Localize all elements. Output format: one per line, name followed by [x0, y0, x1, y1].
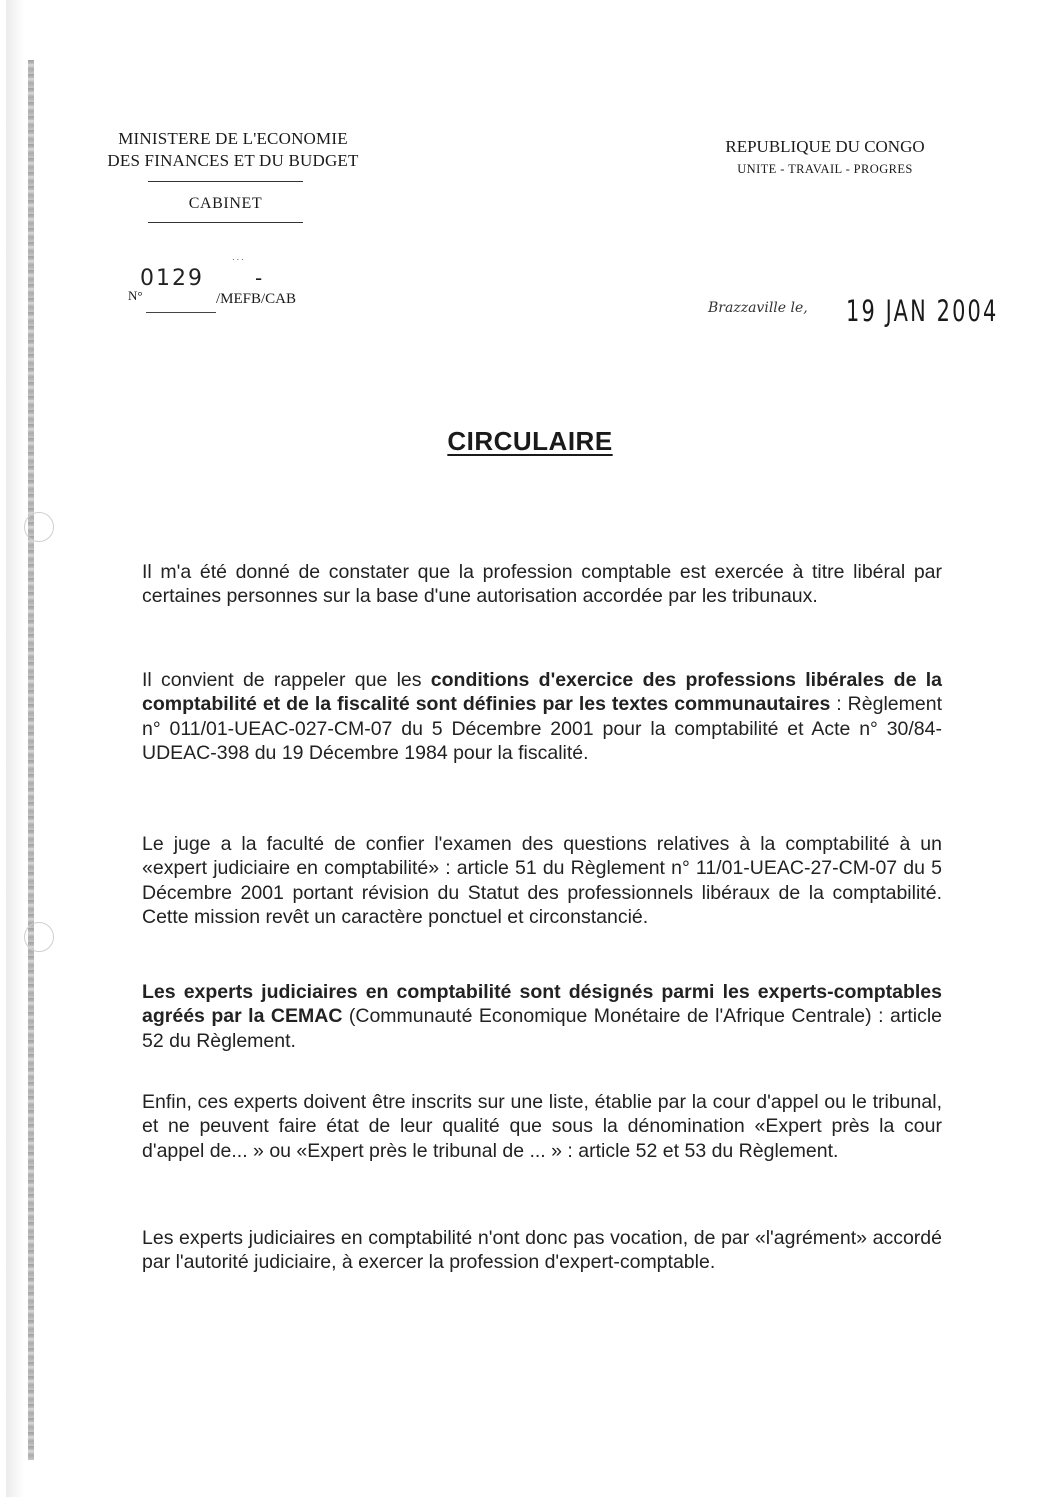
dateline-place: Brazzaville le, [708, 300, 808, 316]
paragraph-2-emphasis: conditions d'exercice des professions libérales de la comptabilité et de la fiscalité sont définies par les textes communautaires [142, 668, 942, 715]
reference-number: 0129 [140, 266, 204, 291]
header-rule-bottom [148, 222, 303, 223]
punch-hole-mark [24, 922, 54, 952]
paragraph-6: Les experts judiciaires en comptabilité n'ont donc pas vocation, de par «l'agrément» accordé par l'autorité judiciaire, à exercer la profession d'expert-comptable. [142, 1226, 942, 1273]
scan-edge-artifact [28, 60, 34, 1460]
header-rule-top [148, 181, 303, 182]
republic-heading [690, 136, 960, 180]
paragraph-2-intro: Il convient de rappeler que les [142, 668, 431, 691]
document-title: CIRCULAIRE [447, 426, 613, 456]
paragraph-5: Enfin, ces experts doivent être inscrits sur une liste, établie par la cour d'appel ou le tribunal, et ne peuvent faire état de leur qualité que sous la dénomination «Expert près la cour d'appel de... » ou «Expert près le tribunal de ... » : article 52 et 53 du Règlement. [142, 1090, 942, 1162]
paragraph-1: Il m'a été donné de constater que la profession comptable est exercée à titre libéral par certaines personnes sur la base d'une autorisation accordée par les tribunaux. [142, 560, 942, 607]
reference-prefix: N° [128, 288, 143, 303]
reference-dash: - [255, 266, 263, 290]
reference-suffix: /MEFB/CAB [216, 291, 297, 307]
ministry-line-1: MINISTERE DE L'ECONOMIE [118, 129, 348, 148]
paragraph-4 [142, 980, 942, 1054]
reference-underline [146, 312, 216, 313]
paragraph-2-rest: : Règlement n° 011/01-UEAC-027-CM-07 du 5 Décembre 2001 pour la comptabilité et Acte n° 30/84-UDEAC-398 du 19 Décembre 1984 pour la fiscalité. [142, 693, 942, 764]
scan-shadow [6, 0, 24, 1497]
dateline-date-stamp: 19 JAN 2004 [846, 294, 999, 328]
ministry-line-2: DES FINANCES ET DU BUDGET [107, 151, 359, 170]
ministry-heading [78, 128, 388, 172]
cabinet-label: CABINET [188, 195, 263, 212]
punch-hole-mark [24, 512, 54, 542]
paragraph-4-emphasis: Les experts judiciaires en comptabilité sont désignés parmi les experts-comptables agréés par la CEMAC [142, 980, 942, 1027]
paragraph-2 [142, 668, 942, 766]
national-motto: UNITE - TRAVAIL - PROGRES [737, 162, 913, 176]
republic-name: REPUBLIQUE DU CONGO [725, 137, 925, 156]
paragraph-4-rest: (Communauté Economique Monétaire de l'Afrique Centrale) : article 52 du Règlement. [142, 1005, 942, 1052]
paragraph-3: Le juge a la faculté de confier l'examen des questions relatives à la comptabilité à un «expert judiciaire en comptabilité» : article 51 du Règlement n° 11/01-UEAC-27-CM-07 du 5 Décembre 2001 portant révision du Statut des professionnels libéraux de la comptabilité. Cette mission revêt un caractère ponctuel et circonstancié. [142, 832, 942, 928]
reference-dots: ∙∙∙ [232, 254, 246, 264]
